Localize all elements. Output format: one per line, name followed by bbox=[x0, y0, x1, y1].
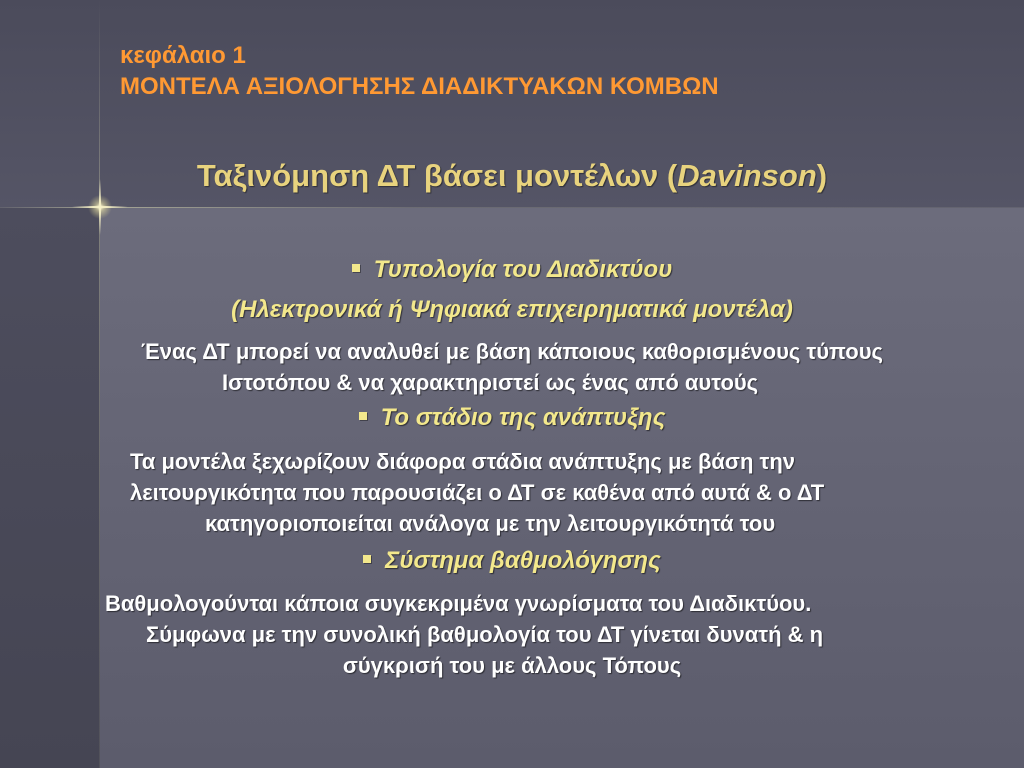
body-line: Βαθμολογούνται κάποια συγκεκριμένα γνωρίσματα του Διαδικτύου. bbox=[105, 591, 812, 616]
body-line: Ιστοτόπου & να χαρακτηριστεί ως ένας από αυτούς bbox=[222, 370, 759, 395]
slide-title-end: ) bbox=[816, 158, 828, 193]
bullet-icon bbox=[352, 264, 360, 272]
body-line: σύγκρισή του με άλλους Τόπους bbox=[342, 653, 682, 678]
section-heading-label: Τυπολογία του Διαδικτύου bbox=[373, 256, 673, 283]
body-line: κατηγοριοποιείται ανάλογα με την λειτουργικότητά του bbox=[205, 511, 776, 536]
slide-title-main: Ταξινόμηση ΔΤ βάσει μοντέλων ( bbox=[196, 158, 678, 193]
horizontal-divider bbox=[0, 207, 1024, 208]
section-heading-development-stage bbox=[0, 404, 1024, 432]
chapter-title: ΜΟΝΤΕΛΑ ΑΞΙΟΛΟΓΗΣΗΣ ΔΙΑΔΙΚΤΥΑΚΩΝ ΚΟΜΒΩΝ bbox=[120, 73, 719, 100]
body-line: λειτουργικότητα που παρουσιάζει ο ΔΤ σε καθένα από αυτά & ο ΔΤ bbox=[130, 480, 825, 505]
chapter-label: κεφάλαιο 1 bbox=[120, 42, 246, 69]
chapter-header bbox=[120, 40, 719, 102]
section-heading-label: Το στάδιο της ανάπτυξης bbox=[380, 404, 666, 431]
section-subheading: (Ηλεκτρονικά ή Ψηφιακά επιχειρηματικά μοντέλα) bbox=[231, 296, 793, 323]
body-line: Ένας ΔΤ μπορεί να αναλυθεί με βάση κάποιους καθορισμένους τύπους bbox=[141, 339, 883, 364]
section-heading-typology bbox=[0, 256, 1024, 284]
slide-title bbox=[0, 158, 1024, 194]
section-heading-label: Σύστημα βαθμολόγησης bbox=[385, 547, 661, 574]
bullet-icon bbox=[359, 412, 367, 420]
body-line: Σύμφωνα με την συνολική βαθμολογία του ΔΤ γίνεται δυνατή & η bbox=[146, 622, 824, 647]
section-heading-rating-system bbox=[0, 547, 1024, 575]
body-line: Τα μοντέλα ξεχωρίζουν διάφορα στάδια ανάπτυξης με βάση την bbox=[130, 449, 796, 474]
bullet-icon bbox=[363, 555, 371, 563]
slide-title-author: Davinson bbox=[677, 158, 817, 193]
left-band-background bbox=[0, 208, 100, 768]
